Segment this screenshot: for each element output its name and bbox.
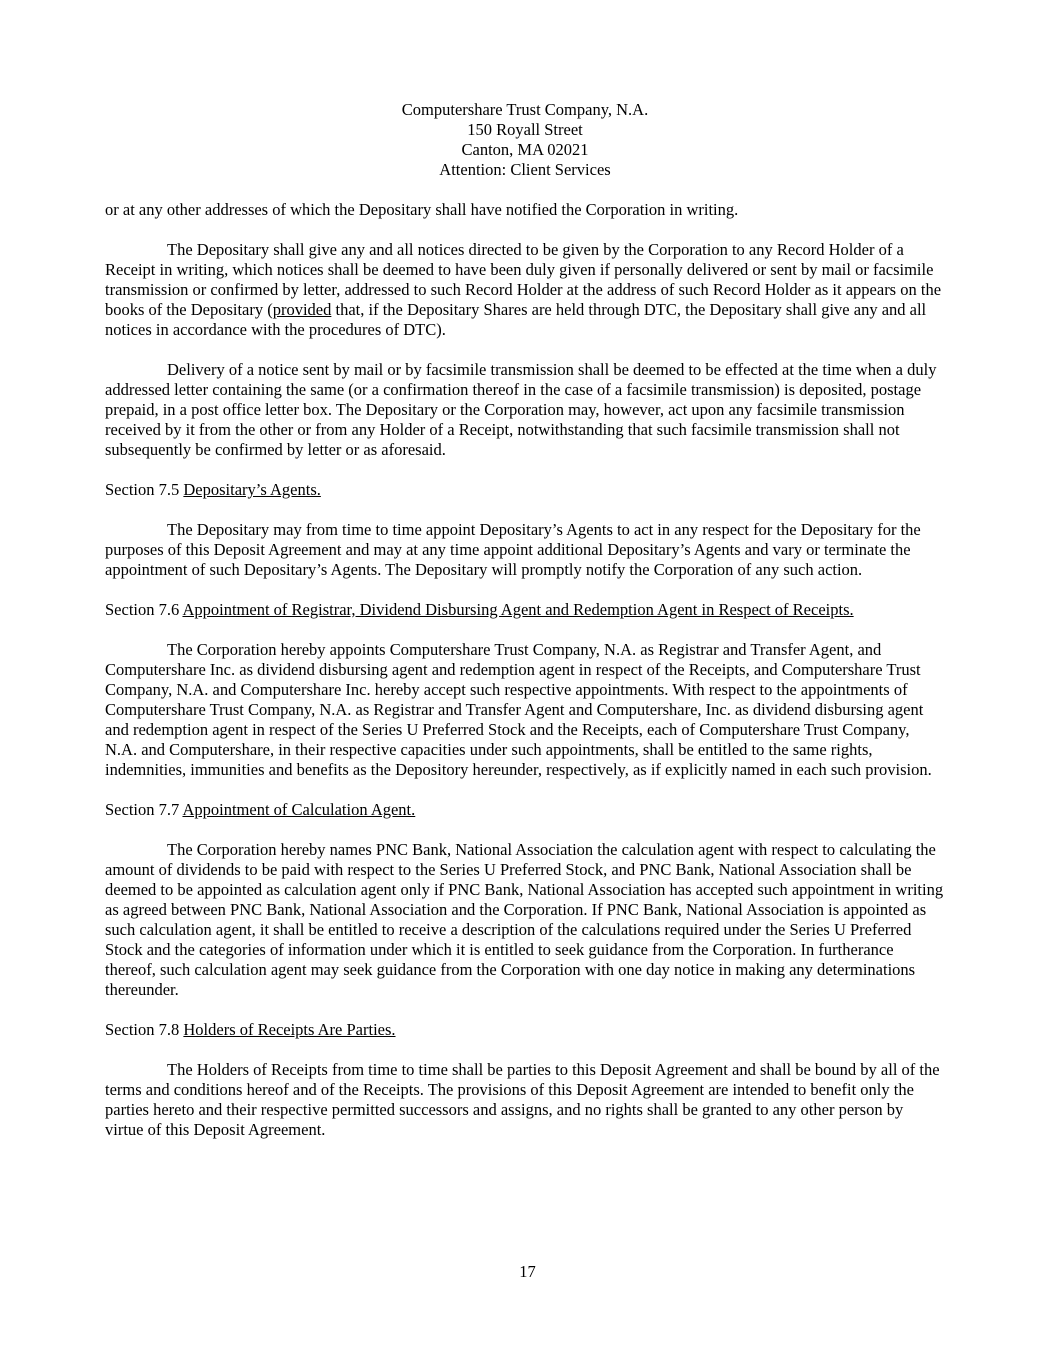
section-heading-7-6 [105, 600, 945, 620]
address-company: Computershare Trust Company, N.A. [401, 100, 649, 119]
address-block [105, 100, 945, 180]
section-title-7-6: Appointment of Registrar, Dividend Disbursing Agent and Redemption Agent in Respect of Receipts. [182, 600, 854, 619]
section-body-7-8: The Holders of Receipts from time to time shall be parties to this Deposit Agreement and shall be bound by all of the terms and conditions hereof and of the Receipts. The provisions of this Deposit Agreement are intended to benefit only the parties hereto and their respective permitted successors and assigns, and no rights shall be granted to any other person by virtue of this Deposit Agreement. [105, 1060, 940, 1139]
section-body-7-7: The Corporation hereby names PNC Bank, National Association the calculation agent with respect to calculating the amount of dividends to be paid with respect to the Series U Preferred Stock, and PNC Bank, National Association shall be deemed to be appointed as calculation agent only if PNC Bank, National Association has accepted such appointment in writing as agreed between PNC Bank, National Association and the Corporation. If PNC Bank, National Association is appointed as such calculation agent, it shall be entitled to receive a description of the calculations required under the Series U Preferred Stock and the categories of information under which it is entitled to seek guidance from the Corporation. In furtherance thereof, such calculation agent may seek guidance from the Corporation with one day notice in making any determinations thereunder. [105, 840, 944, 999]
section-heading-7-7 [105, 800, 945, 820]
section-number-7-6: Section 7.6 [105, 600, 180, 619]
section-number-7-5: Section 7.5 [105, 480, 180, 499]
section-title-7-7: Appointment of Calculation Agent. [182, 800, 416, 819]
section-title-7-5: Depositary’s Agents. [183, 480, 321, 499]
paragraph-delivery: Delivery of a notice sent by mail or by facsimile transmission shall be deemed to be effected at the time when a duly addressed letter containing the same (or a confirmation thereof in the case of a facsimile transmission) is deposited, postage prepaid, in a post office letter box. The Depositary or the Corporation may, however, act upon any facsimile transmission received by it from the other or from any Holder of a Receipt, notwithstanding that such facsimile transmission shall not subsequently be confirmed by letter or as aforesaid. [105, 360, 937, 459]
section-heading-7-8 [105, 1020, 945, 1040]
address-street: 150 Royall Street [467, 120, 583, 139]
paragraph-notices-pre: The Depositary shall give any and all notices directed to be given by the Corporation to any Record Holder of a Receipt in writing, which notices shall be deemed to have been duly given if personally delivered or sent by mail or facsimile transmission or confirmed by letter, addressed to such Record Holder at the address of such Record Holder as it appears on the books of the Depositary ( [105, 240, 942, 319]
page-number: 17 [519, 1262, 536, 1281]
section-title-7-8: Holders of Receipts Are Parties. [183, 1020, 396, 1039]
paragraph-notices [105, 240, 945, 340]
address-attention: Attention: Client Services [439, 160, 611, 179]
address-city: Canton, MA 02021 [461, 140, 589, 159]
section-number-7-8: Section 7.8 [105, 1020, 180, 1039]
section-heading-7-5 [105, 480, 945, 500]
paragraph-addresses-tail: or at any other addresses of which the Depositary shall have notified the Corporation in writing. [105, 200, 739, 219]
section-body-7-6: The Corporation hereby appoints Computershare Trust Company, N.A. as Registrar and Transfer Agent, and Computershare Inc. as dividend disbursing agent and redemption agent in respect of the Receipts, and Computershare Trust Company, N.A. and Computershare Inc. hereby accept such respective appointments. With respect to the appointments of Computershare Trust Company, N.A. as Registrar and Transfer Agent and Computershare, Inc. as dividend disbursing agent and redemption agent in respect of the Series U Preferred Stock and the Receipts, each of Computershare Trust Company, N.A. and Computershare, in their respective capacities under such appointments, shall be entitled to the same rights, indemnities, immunities and benefits as the Depository hereunder, respectively, as if explicitly named in each such provision. [105, 640, 932, 779]
section-number-7-7: Section 7.7 [105, 800, 180, 819]
paragraph-notices-post: that, if the Depositary Shares are held through DTC, the Depositary shall give any and all notices in accordance with the procedures of DTC). [105, 300, 927, 339]
section-body-7-5: The Depositary may from time to time appoint Depositary’s Agents to act in any respect for the Depositary for the purposes of this Deposit Agreement and may at any time appoint additional Depositary’s Agents and vary or terminate the appointment of such Depositary’s Agents. The Depositary will promptly notify the Corporation of any such action. [105, 520, 921, 579]
paragraph-notices-underlined-term: provided [272, 300, 332, 319]
